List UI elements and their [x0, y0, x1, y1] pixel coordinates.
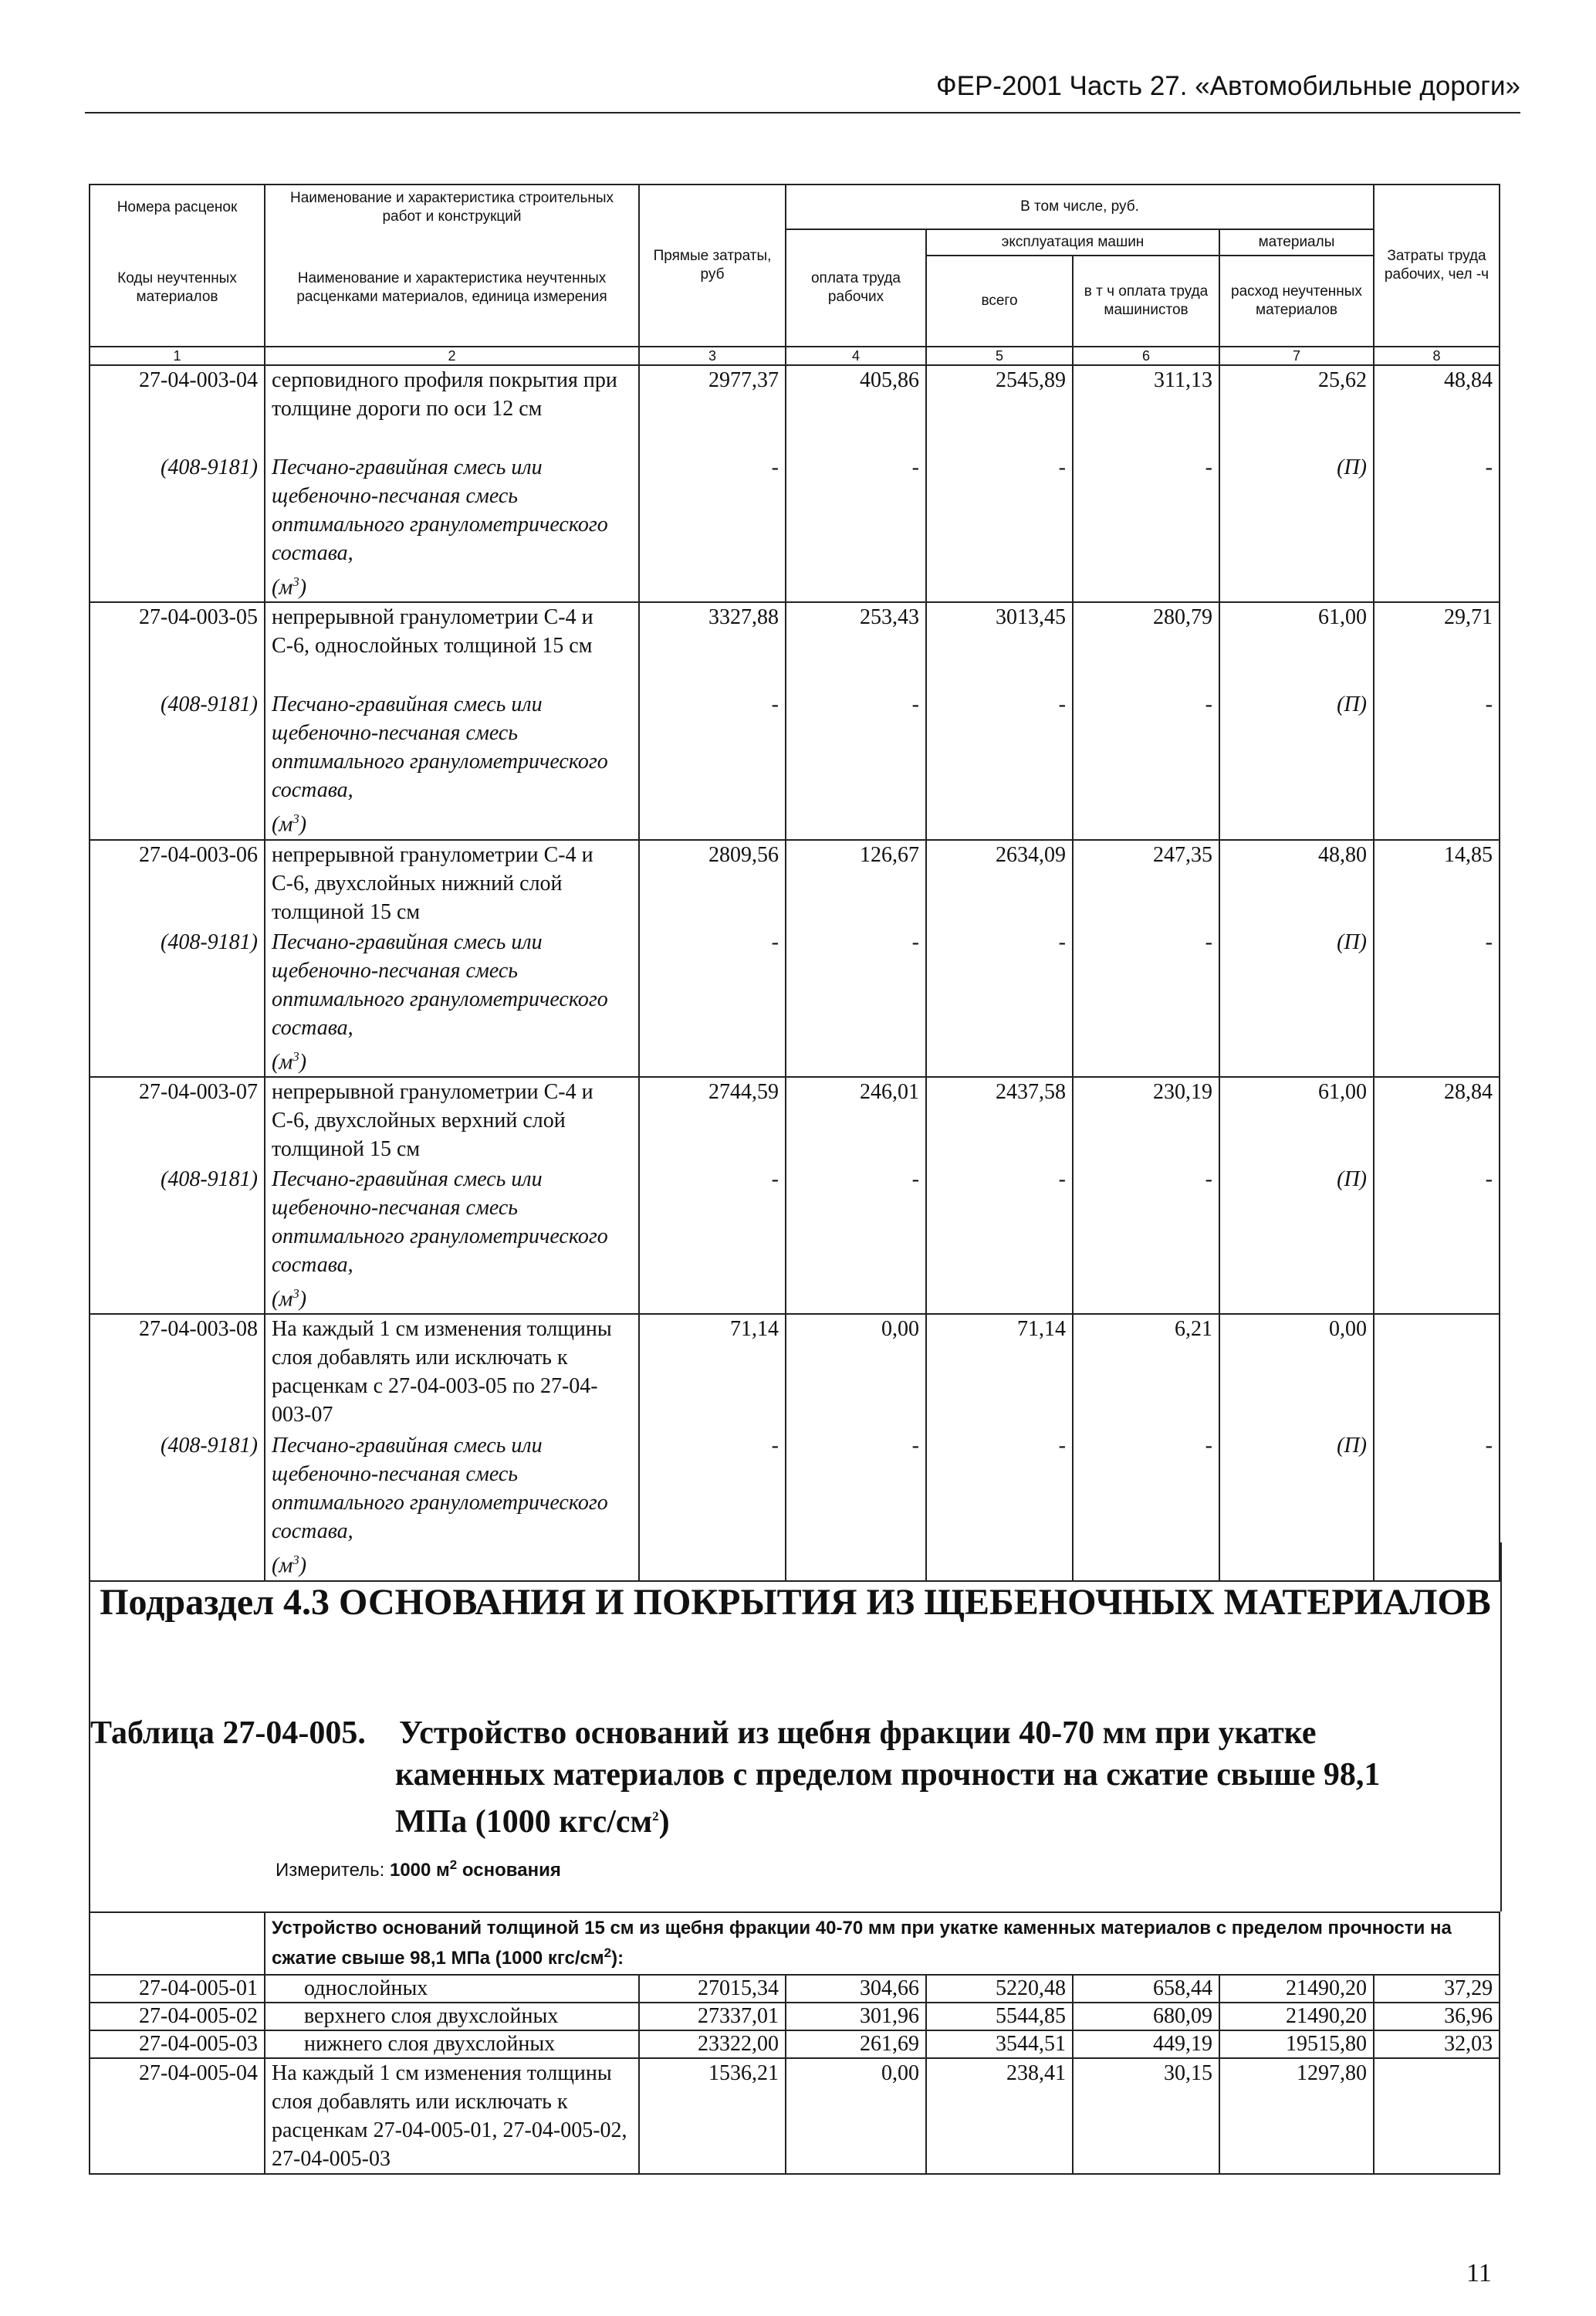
- machine-cost: 5220,48: [926, 1975, 1073, 2003]
- labor-hours: 48,84: [1374, 365, 1500, 453]
- material-code: (408-9181): [90, 928, 265, 1077]
- rate-code: 27-04-003-06: [90, 840, 265, 928]
- rate-code: 27-04-005-01: [90, 1975, 265, 2003]
- dash: -: [786, 453, 926, 602]
- table-title-line: [90, 1796, 1500, 1843]
- material-description: [265, 928, 639, 1077]
- labor-wage: 246,01: [786, 1077, 926, 1165]
- dash: -: [1374, 453, 1500, 602]
- unit-exponent: 3: [292, 811, 299, 827]
- work-description: непрерывной гранулометрии С-4 и С-6, двухслойных верхний слой толщиной 15 см: [265, 1077, 639, 1165]
- dash: -: [786, 928, 926, 1077]
- subsection-title: Подраздел 4.3 ОСНОВАНИЯ И ПОКРЫТИЯ ИЗ ЩЕБЕНОЧНЫХ МАТЕРИАЛОВ: [100, 1582, 1491, 1623]
- material-code: (408-9181): [90, 1431, 265, 1580]
- table-row: [90, 2003, 1500, 2030]
- column-number: 1: [90, 347, 265, 365]
- group-exponent: 2: [604, 1945, 612, 1960]
- dash: -: [786, 1431, 926, 1580]
- unit-exponent: 3: [292, 1048, 299, 1064]
- col3-header: Прямые затраты, руб: [639, 185, 786, 347]
- material-amount: (П): [1219, 928, 1374, 1077]
- material-row: [90, 453, 1500, 602]
- dash: -: [926, 453, 1073, 602]
- unit-close: ): [299, 1553, 307, 1578]
- material-row: [90, 690, 1500, 839]
- material-amount: (П): [1219, 690, 1374, 839]
- work-description: нижнего слоя двухслойных: [265, 2030, 639, 2058]
- unit-exponent: 3: [292, 1285, 299, 1301]
- col2-header-top: Наименование и характеристика строительных работ и конструкций: [265, 185, 639, 229]
- material-row: [90, 1165, 1500, 1314]
- material-unit: (м: [272, 1049, 293, 1074]
- table-row: [90, 2030, 1500, 2058]
- work-description: непрерывной гранулометрии С-4 и С-6, однослойных толщиной 15 см: [265, 602, 639, 690]
- materials-cost: 61,00: [1219, 602, 1374, 690]
- work-description: серповидного профиля покрытия при толщине дороги по оси 12 см: [265, 365, 639, 453]
- unit-close: ): [299, 1049, 307, 1074]
- materials-cost: 61,00: [1219, 1077, 1374, 1165]
- dash: -: [786, 1165, 926, 1314]
- dash: -: [1374, 1431, 1500, 1580]
- group-title: [265, 1912, 1500, 1975]
- machinist-wage: 680,09: [1073, 2003, 1219, 2030]
- labor-wage: 0,00: [786, 1314, 926, 1431]
- material-unit: (м: [272, 1553, 293, 1578]
- dash: -: [786, 690, 926, 839]
- rate-code: 27-04-005-04: [90, 2058, 265, 2174]
- material-name: Песчано-гравийная смесь или щебеночно-песчаная смесь оптимального гранулометрического состава,: [272, 692, 608, 803]
- dash: -: [1073, 1431, 1219, 1580]
- machinist-wage: 449,19: [1073, 2030, 1219, 2058]
- column-number: 6: [1073, 347, 1219, 365]
- col5-header: всего: [926, 256, 1073, 347]
- material-unit: (м: [272, 1287, 293, 1312]
- unit-value: [389, 1857, 561, 1881]
- table-row: [90, 365, 1500, 453]
- dash: -: [1073, 1165, 1219, 1314]
- machinist-wage: 280,79: [1073, 602, 1219, 690]
- dash: -: [926, 928, 1073, 1077]
- labor-wage: 253,43: [786, 602, 926, 690]
- table-row: [90, 602, 1500, 690]
- unit-close: ): [299, 812, 307, 837]
- column-number: 5: [926, 347, 1073, 365]
- direct-cost: 3327,88: [639, 602, 786, 690]
- col6-header: в т ч оплата труда машинистов: [1073, 256, 1219, 347]
- material-amount: (П): [1219, 1165, 1374, 1314]
- materials-cost: 0,00: [1219, 1314, 1374, 1431]
- materials-cost: 25,62: [1219, 365, 1374, 453]
- col1-header-top: Номера расценок: [90, 185, 265, 229]
- col2-header-bottom: Наименование и характеристика неучтенных расценками материалов, единица измерения: [265, 229, 639, 347]
- dash: -: [639, 928, 786, 1077]
- materials-cost: 21490,20: [1219, 2003, 1374, 2030]
- direct-cost: 27015,34: [639, 1975, 786, 2003]
- col1-header-bottom: Коды неучтенных материалов: [90, 229, 265, 347]
- material-amount: (П): [1219, 453, 1374, 602]
- table-number: Таблица 27-04-005.: [90, 1715, 366, 1751]
- crushed-stone-table: [89, 1911, 1500, 2175]
- dash: -: [1374, 1165, 1500, 1314]
- material-code: (408-9181): [90, 1165, 265, 1314]
- column-number: 8: [1374, 347, 1500, 365]
- direct-cost: 23322,00: [639, 2030, 786, 2058]
- labor-wage: 0,00: [786, 2058, 926, 2174]
- machinist-wage: 658,44: [1073, 1975, 1219, 2003]
- unit-value-text: 1000 м: [389, 1860, 450, 1881]
- column-number: 7: [1219, 347, 1374, 365]
- direct-cost: 27337,01: [639, 2003, 786, 2030]
- title-exponent: 2: [652, 1809, 659, 1823]
- table-row: [90, 1077, 1500, 1165]
- page-number: 11: [1466, 2259, 1492, 2287]
- direct-cost: 2744,59: [639, 1077, 786, 1165]
- material-name: Песчано-гравийная смесь или щебеночно-песчаная смесь оптимального гранулометрического состава,: [272, 455, 608, 565]
- header-rule: [85, 112, 1520, 113]
- direct-cost: 2809,56: [639, 840, 786, 928]
- rate-code: 27-04-003-04: [90, 365, 265, 453]
- labor-hours: 36,96: [1374, 2003, 1500, 2030]
- unit-exponent: 2: [449, 1857, 458, 1872]
- material-name: Песчано-гравийная смесь или щебеночно-песчаная смесь оптимального гранулометрического состава,: [272, 1166, 608, 1277]
- materials-cost: 21490,20: [1219, 1975, 1374, 2003]
- subsection-block: [89, 1542, 1502, 1911]
- table-title-text: МПа (1000 кгс/см: [395, 1804, 653, 1840]
- labor-hours: 37,29: [1374, 1975, 1500, 2003]
- labor-wage: 304,66: [786, 1975, 926, 2003]
- machinist-wage: 230,19: [1073, 1077, 1219, 1165]
- work-description: На каждый 1 см изменения толщины слоя добавлять или исключать к расценкам 27-04-005-01, 27-04-005-02, 27-04-005-03: [265, 2058, 639, 2174]
- machinist-wage: 247,35: [1073, 840, 1219, 928]
- machine-cost: 2545,89: [926, 365, 1073, 453]
- rate-code: 27-04-005-03: [90, 2030, 265, 2058]
- work-description: верхнего слоя двухслойных: [265, 2003, 639, 2030]
- unit-close: ): [299, 1287, 307, 1312]
- direct-cost: 71,14: [639, 1314, 786, 1431]
- table-row: [90, 1314, 1500, 1431]
- dash: -: [926, 1431, 1073, 1580]
- dash: -: [639, 453, 786, 602]
- machine-cost: 2634,09: [926, 840, 1073, 928]
- labor-wage: 301,96: [786, 2003, 926, 2030]
- labor-hours: 28,84: [1374, 1077, 1500, 1165]
- material-code: (408-9181): [90, 690, 265, 839]
- table-row: [90, 1975, 1500, 2003]
- dash: -: [639, 1165, 786, 1314]
- table-title: [90, 1712, 1500, 1843]
- dash: -: [1073, 690, 1219, 839]
- material-unit: (м: [272, 812, 293, 837]
- work-description: однослойных: [265, 1975, 639, 2003]
- machinist-wage: 311,13: [1073, 365, 1219, 453]
- unit-exponent: 3: [292, 574, 299, 589]
- material-description: [265, 453, 639, 602]
- work-description: На каждый 1 см изменения толщины слоя добавлять или исключать к расценкам с 27-04-003-05 по 27-04-003-07: [265, 1314, 639, 1431]
- column-number: 4: [786, 347, 926, 365]
- col7-header: расход неучтенных материалов: [1219, 256, 1374, 347]
- dash: -: [1374, 928, 1500, 1077]
- material-name: Песчано-гравийная смесь или щебеночно-песчаная смесь оптимального гранулометрического состава,: [272, 1434, 608, 1544]
- direct-cost: 1536,21: [639, 2058, 786, 2174]
- material-description: [265, 1165, 639, 1314]
- machine-cost: 71,14: [926, 1314, 1073, 1431]
- machine-cost: 3013,45: [926, 602, 1073, 690]
- material-description: [265, 690, 639, 839]
- col4-header: оплата труда рабочих: [786, 229, 926, 347]
- column-number: 2: [265, 347, 639, 365]
- unit-label: Измеритель:: [276, 1860, 385, 1881]
- labor-wage: 261,69: [786, 2030, 926, 2058]
- labor-hours: [1374, 1314, 1500, 1431]
- table-title-line: каменных материалов с пределом прочности на сжатие свыше 98,1: [395, 1757, 1381, 1793]
- dash: -: [926, 1165, 1073, 1314]
- labor-hours: [1374, 2058, 1500, 2174]
- machine-cost: 5544,85: [926, 2003, 1073, 2030]
- including-header: В том числе, руб.: [786, 185, 1374, 229]
- rates-table: [89, 184, 1500, 1582]
- dash: -: [926, 690, 1073, 839]
- unit-exponent: 3: [292, 1552, 299, 1568]
- machine-cost: 2437,58: [926, 1077, 1073, 1165]
- material-row: [90, 928, 1500, 1077]
- material-code: (408-9181): [90, 453, 265, 602]
- machine-cost: 3544,51: [926, 2030, 1073, 2058]
- labor-hours: 32,03: [1374, 2030, 1500, 2058]
- dash: -: [639, 690, 786, 839]
- group-code-cell: [90, 1912, 265, 1975]
- col8-header: Затраты труда рабочих, чел -ч: [1374, 185, 1500, 347]
- measure-unit: [276, 1857, 561, 1881]
- unit-close: ): [299, 575, 307, 600]
- machines-header: эксплуатация машин: [926, 229, 1219, 256]
- rate-code: 27-04-003-05: [90, 602, 265, 690]
- dash: -: [1073, 453, 1219, 602]
- material-name: Песчано-гравийная смесь или щебеночно-песчаная смесь оптимального гранулометрического состава,: [272, 929, 608, 1040]
- running-header: ФЕР-2001 Часть 27. «Автомобильные дороги»: [936, 71, 1520, 101]
- labor-hours: 29,71: [1374, 602, 1500, 690]
- dash: -: [639, 1431, 786, 1580]
- dash: -: [1374, 690, 1500, 839]
- labor-hours: 14,85: [1374, 840, 1500, 928]
- dash: -: [1073, 928, 1219, 1077]
- rate-code: 27-04-003-07: [90, 1077, 265, 1165]
- labor-wage: 405,86: [786, 365, 926, 453]
- machinist-wage: 6,21: [1073, 1314, 1219, 1431]
- table-row: [90, 2058, 1500, 2174]
- table-title-line: Устройство оснований из щебня фракции 40-70 мм при укатке: [399, 1715, 1317, 1751]
- title-close: ): [658, 1804, 670, 1840]
- table-row: [90, 840, 1500, 928]
- material-unit: (м: [272, 575, 293, 600]
- materials-cost: 1297,80: [1219, 2058, 1374, 2174]
- rate-code: 27-04-005-02: [90, 2003, 265, 2030]
- materials-cost: 19515,80: [1219, 2030, 1374, 2058]
- direct-cost: 2977,37: [639, 365, 786, 453]
- machine-cost: 238,41: [926, 2058, 1073, 2174]
- material-amount: (П): [1219, 1431, 1374, 1580]
- labor-wage: 126,67: [786, 840, 926, 928]
- materials-header: материалы: [1219, 229, 1374, 256]
- group-title-text: Устройство оснований толщиной 15 см из щебня фракции 40-70 мм при укатке каменных материалов с пределом прочности на сжатие свыше 98,1 МПа (1000 кгс/см: [272, 1918, 1452, 1969]
- column-number: 3: [639, 347, 786, 365]
- unit-suffix: основания: [457, 1860, 561, 1881]
- machinist-wage: 30,15: [1073, 2058, 1219, 2174]
- rate-code: 27-04-003-08: [90, 1314, 265, 1431]
- work-description: непрерывной гранулометрии С-4 и С-6, двухслойных нижний слой толщиной 15 см: [265, 840, 639, 928]
- group-close: ):: [611, 1948, 624, 1969]
- materials-cost: 48,80: [1219, 840, 1374, 928]
